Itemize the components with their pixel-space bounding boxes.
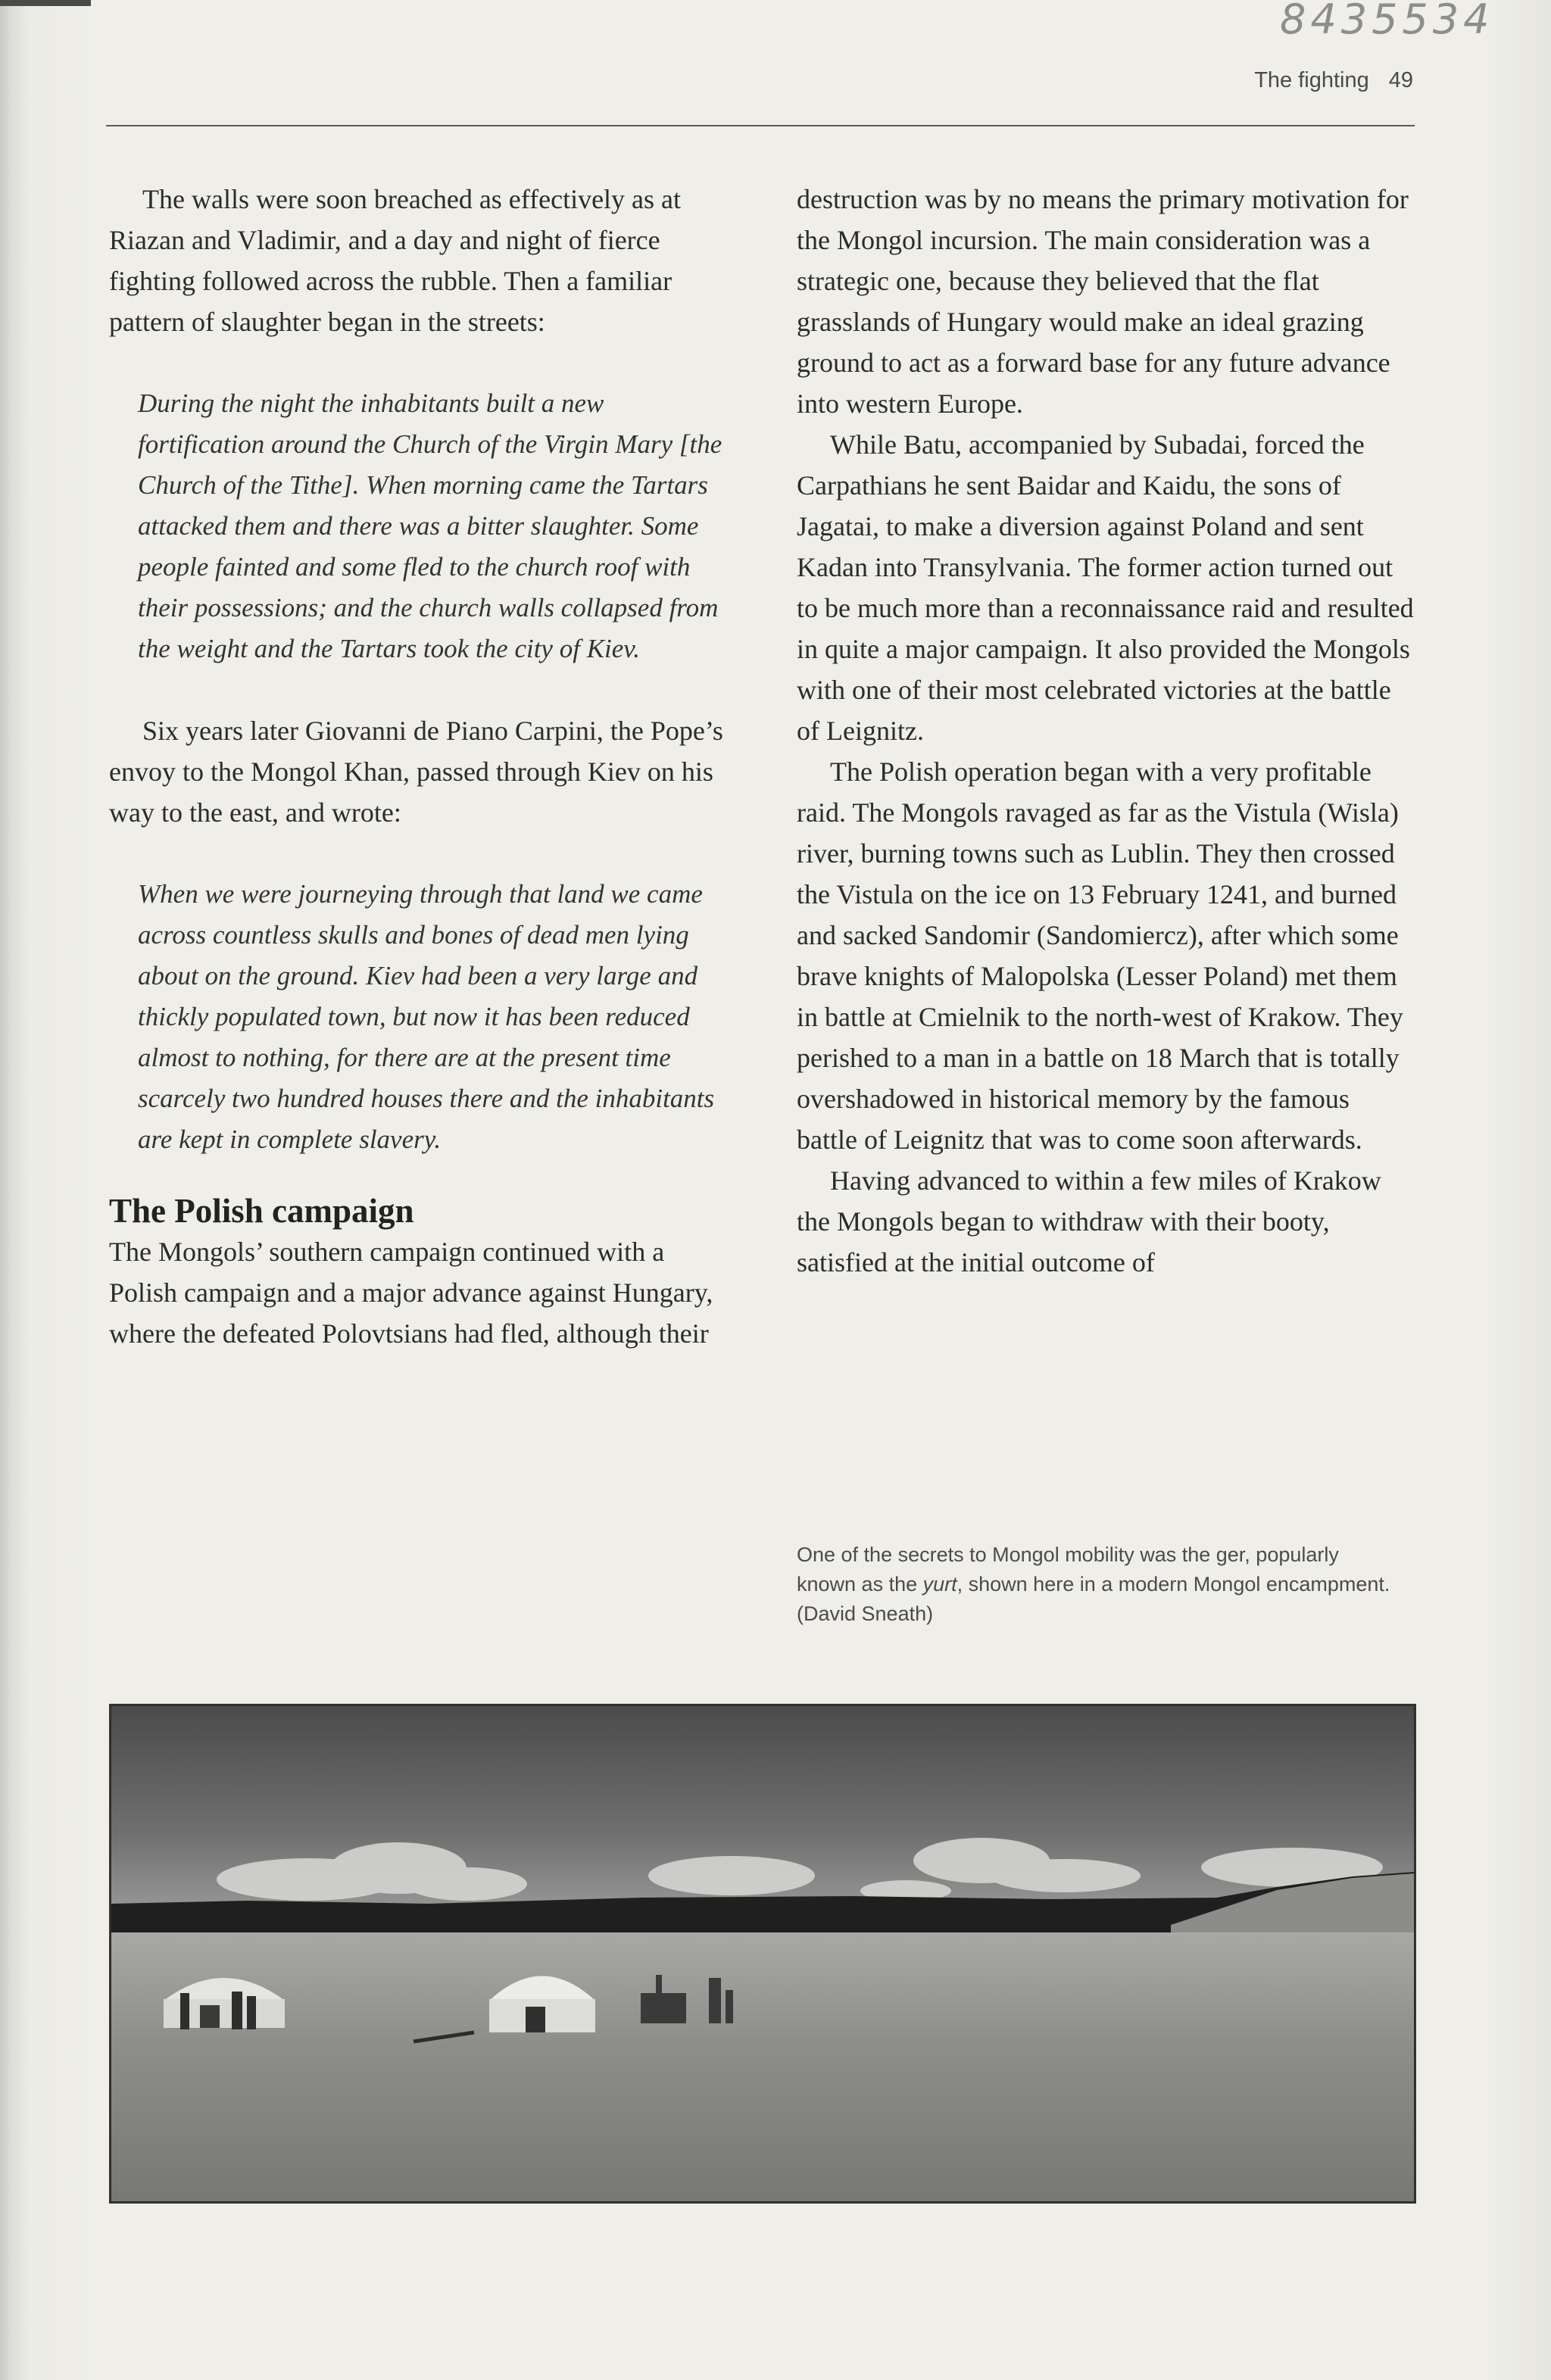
caption-text: One of the secrets to Mongol mobility was the ger, popularly known as the — [797, 1543, 1339, 1596]
paragraph: While Batu, accompanied by Subadai, forced the Carpathians he sent Baidar and Kaidu, the sons of Jagatai, to make a diversion against Poland and sent Kadan into Transylvania. The former action turned out to be much more than a reconnaissance raid and resulted in quite a major campaign. It also provided the Mongols with one of their most celebrated victories at the battle of Leignitz. — [797, 429, 1414, 746]
caption-text-end: , shown here in a modern Mongol encampment. (David Sneath) — [797, 1573, 1390, 1625]
page-edge-shadow — [0, 0, 91, 6]
photo-caption — [797, 1540, 1403, 1629]
page-number: 49 — [1388, 68, 1413, 92]
handwritten-catalog-number: 8435534 — [1280, 0, 1494, 43]
right-column — [797, 179, 1415, 1283]
photo-illustration — [111, 1705, 1415, 2202]
paragraph: The Mongols’ southern campaign continued with a Polish campaign and a major advance against Hungary, where the defeated Polovtsians had fled, although their — [109, 1237, 713, 1349]
paragraph: The walls were soon breached as effectively as at Riazan and Vladimir, and a day and night of fierce fighting followed across the rubble. Then a familiar pattern of slaughter began in the streets: — [109, 184, 682, 337]
header-rule — [106, 125, 1415, 126]
paragraph: destruction was by no means the primary motivation for the Mongol incursion. The main consideration was a strategic one, because they believed that the flat grasslands of Hungary would make an ideal grazing ground to act as a forward base for any future advance into western Europe. — [797, 184, 1409, 419]
grassland — [111, 1932, 1415, 2202]
running-head-section: The fighting — [1254, 68, 1369, 92]
paragraph: Six years later Giovanni de Piano Carpini, the Pope’s envoy to the Mongol Khan, passed through Kiev on his way to the east, and wrote: — [109, 716, 723, 828]
paragraph: Having advanced to within a few miles of Krakow the Mongols began to withdraw with their booty, satisfied at the initial outcome of — [797, 1165, 1381, 1277]
running-head — [1136, 68, 1413, 93]
paragraph: The Polish operation began with a very profitable raid. The Mongols ravaged as far as the Vistula (Wisla) river, burning towns such as Lublin. They then crossed the Vistula on the ice on 13 February 1241, and burned and sacked Sandomir (Sandomiercz), after which some brave knights of Malopolska (Lesser Poland) met them in battle at Cmielnik to the north-west of Krakow. They perished to a man in a battle on 18 March that is totally overshadowed in historical memory by the famous battle of Leignitz that was to come soon afterwards. — [797, 756, 1403, 1155]
block-quote: During the night the inhabitants built a new fortification around the Church of the Virgin Mary [the Church of the Tithe]. When morning came the Tartars attacked them and there was a bitter slaughter. Some people fainted and some fled to the church roof with their possessions; and the church walls collapsed from the weight and the Tartars took the city of Kiev. — [138, 388, 722, 663]
spacer — [109, 669, 727, 710]
spacer — [109, 833, 727, 874]
yurt-encampment-photo — [109, 1704, 1416, 2204]
section-heading: The Polish campaign — [109, 1192, 414, 1230]
caption-italic: yurt — [922, 1573, 957, 1596]
left-column — [109, 179, 727, 1354]
block-quote: When we were journeying through that land we came across countless skulls and bones of dead men lying about on the ground. Kiev had been a very large and thickly populated town, but now it has been reduced almost to nothing, for there are at the present time scarcely two hundred houses there and the inhabitants are kept in complete slavery. — [138, 879, 715, 1154]
spacer — [109, 342, 727, 383]
